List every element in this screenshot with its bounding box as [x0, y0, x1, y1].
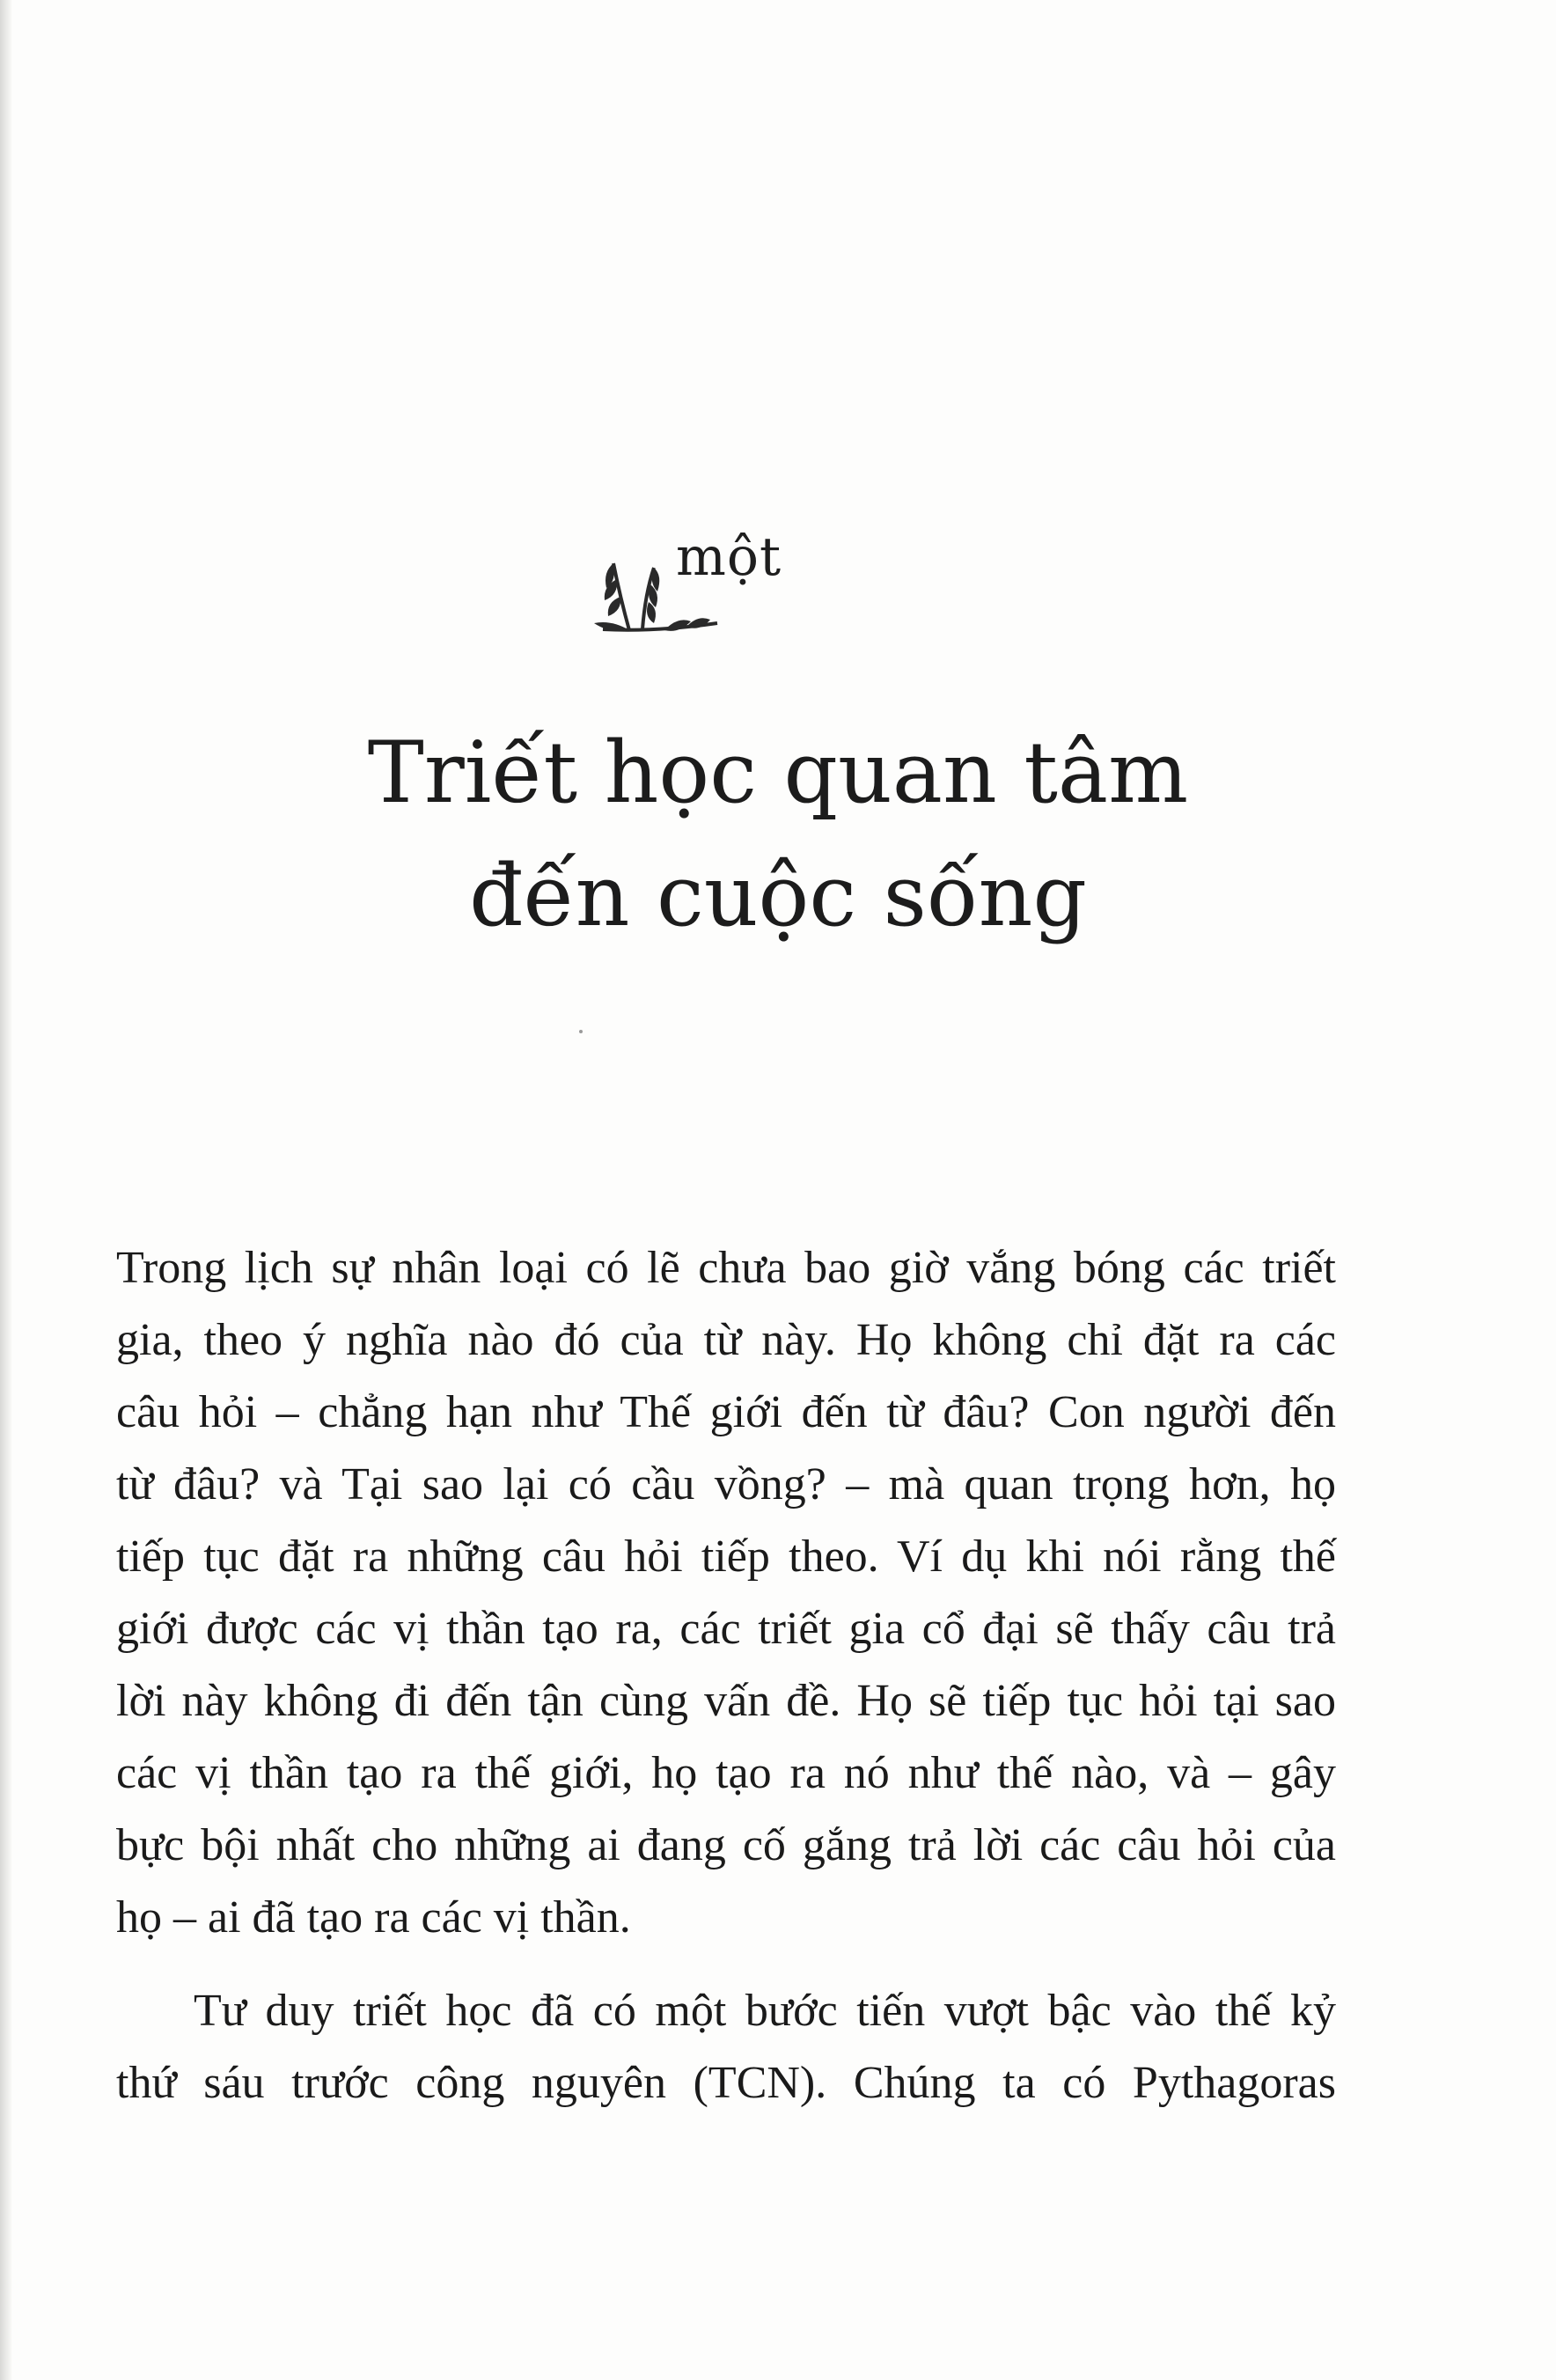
text-line: họ – ai đã tạo ra các vị thần. [116, 1892, 631, 1943]
text-line: Trong lịch sự nhân loại có lẽ chưa bao giờ vắng bóng các triết [116, 1243, 1336, 1293]
chapter-title-line: Triết học quan tâm [367, 724, 1189, 822]
text-line: từ đâu? và Tại sao lại có cầu vồng? – mà quan trọng hơn, họ [116, 1459, 1336, 1510]
text-line: tiếp tục đặt ra những câu hỏi tiếp theo. Ví dụ khi nói rằng thế [116, 1532, 1336, 1582]
text-line: câu hỏi – chẳng hạn như Thế giới đến từ đâu? Con người đến [116, 1387, 1336, 1437]
text-line: bực bội nhất cho những ai đang cố gắng trả lời các câu hỏi của [116, 1820, 1336, 1870]
text-line: thứ sáu trước công nguyên (TCN). Chúng ta có Pythagoras [116, 2058, 1336, 2108]
paragraph [116, 1975, 1336, 2119]
text-line: giới được các vị thần tạo ra, các triết gia cổ đại sẽ thấy câu trả [116, 1604, 1336, 1654]
chapter-number: một [676, 526, 782, 588]
paragraph [116, 1232, 1336, 1954]
text-line: Tư duy triết học đã có một bước tiến vượt bậc vào thế kỷ [194, 1986, 1336, 2036]
text-line: các vị thần tạo ra thế giới, họ tạo ra nó như thế nào, và – gây [116, 1748, 1336, 1798]
chapter-title [220, 711, 1336, 958]
text-line: lời này không đi đến tận cùng vấn đề. Họ sẽ tiếp tục hỏi tại sao [116, 1676, 1336, 1726]
print-speck [579, 1030, 583, 1033]
chapter-body [116, 1232, 1336, 2119]
chapter-title-line: đến cuộc sống [469, 847, 1087, 945]
page-gutter-shadow [0, 0, 12, 2380]
text-line: gia, theo ý nghĩa nào đó của từ này. Họ không chỉ đặt ra các [116, 1315, 1336, 1365]
